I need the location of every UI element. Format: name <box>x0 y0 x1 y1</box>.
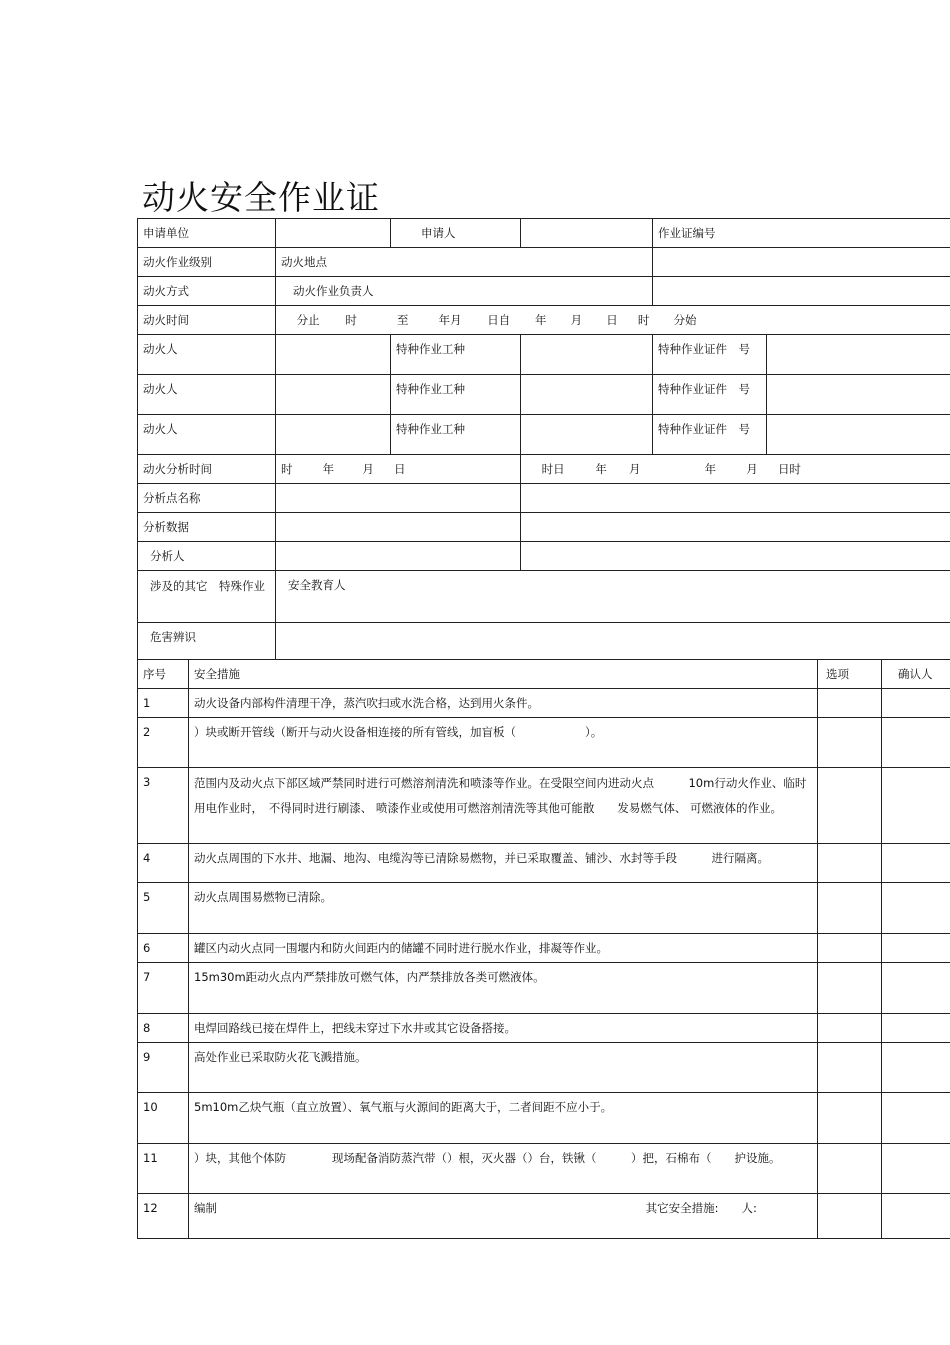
option-cell[interactable] <box>818 689 882 718</box>
row-measure: 电焊回路线已接在焊件上，把线未穿过下水井或其它设备搭接。 <box>189 1014 818 1043</box>
table-row <box>138 963 950 1014</box>
confirmer-cell[interactable] <box>882 963 950 1014</box>
option-cell[interactable] <box>818 883 882 934</box>
table-row <box>138 1014 950 1043</box>
row-no: 7 <box>138 963 189 1014</box>
cert-no-label: 特种作业证件 号 <box>653 415 767 455</box>
confirmer-cell[interactable] <box>882 934 950 963</box>
table-row <box>138 1194 950 1239</box>
option-cell[interactable] <box>818 1014 882 1043</box>
worker-label: 动火人 <box>138 375 276 415</box>
row-measure: 动火设备内部构件清理干净，蒸汽吹扫或水洗合格，达到用火条件。 <box>189 689 818 718</box>
safety-educator-label: 安全教育人 <box>276 571 950 623</box>
confirmer-cell[interactable] <box>882 1144 950 1194</box>
row-measure: ）块，其他个体防 现场配备消防蒸汽带（）根，灭火器（）台，铁锹（ ）把，石棉布（ 护设施。 <box>189 1144 818 1194</box>
row-no: 12 <box>138 1194 189 1239</box>
leader-field[interactable] <box>653 277 950 306</box>
row-measure: 5m10m乙炔气瓶（直立放置）、氧气瓶与火源间的距离大于，二者间距不应小于。 <box>189 1093 818 1144</box>
row-measure: 15m30m距动火点内严禁排放可燃气体，内严禁排放各类可燃液体。 <box>189 963 818 1014</box>
analysis-time-left[interactable]: 时 年 月 日 <box>276 455 521 484</box>
row-no: 5 <box>138 883 189 934</box>
applicant-unit-field[interactable] <box>276 219 391 248</box>
option-cell[interactable] <box>818 768 882 844</box>
col-option-header: 选项 <box>818 660 882 689</box>
cert-no-field[interactable] <box>767 335 950 375</box>
confirmer-cell[interactable] <box>882 1194 950 1239</box>
analysis-data-label: 分析数据 <box>138 513 276 542</box>
analysis-data-field[interactable] <box>276 513 521 542</box>
other-special-label: 涉及的其它 特殊作业 <box>138 571 276 623</box>
other-measures-label: 其它安全措施: 人: <box>645 1201 757 1215</box>
analyst-field[interactable] <box>521 542 950 571</box>
confirmer-cell[interactable] <box>882 844 950 883</box>
worker-label: 动火人 <box>138 335 276 375</box>
option-cell[interactable] <box>818 1144 882 1194</box>
row-measure: 范围内及动火点下部区域严禁同时进行可燃溶剂清洗和喷漆等作业。在受限空间内进动火点 10m行动火作业、临时用电作业时， 不得同时进行刷漆、 喷漆作业或使用可燃溶剂清洗等其他可能散 发易燃气体、 可燃液体的作业。 <box>189 768 818 844</box>
confirmer-cell[interactable] <box>882 883 950 934</box>
hazard-id-label: 危害辨识 <box>138 623 276 660</box>
location-field[interactable] <box>653 248 950 277</box>
cert-no-label: 特种作业证件 号 <box>653 375 767 415</box>
analysis-time-right[interactable]: 时日 年 月 年 月 日时 <box>521 455 950 484</box>
table-row <box>138 1144 950 1194</box>
row-no: 2 <box>138 718 189 768</box>
table-row <box>138 718 950 768</box>
analysis-time-label: 动火分析时间 <box>138 455 276 484</box>
row-no: 8 <box>138 1014 189 1043</box>
analyst-field[interactable] <box>276 542 521 571</box>
page-title: 动火安全作业证 <box>142 178 380 217</box>
row-no: 11 <box>138 1144 189 1194</box>
special-type-label: 特种作业工种 <box>391 415 521 455</box>
confirmer-cell[interactable] <box>882 768 950 844</box>
option-cell[interactable] <box>818 844 882 883</box>
applicant-field[interactable] <box>521 219 653 248</box>
option-cell[interactable] <box>818 1194 882 1239</box>
time-label: 动火时间 <box>138 306 276 335</box>
table-row <box>138 844 950 883</box>
analysis-data-field[interactable] <box>521 513 950 542</box>
hazard-id-field[interactable] <box>276 623 950 660</box>
row-no: 3 <box>138 768 189 844</box>
analysis-point-field[interactable] <box>276 484 521 513</box>
confirmer-cell[interactable] <box>882 1093 950 1144</box>
special-type-field[interactable] <box>521 415 653 455</box>
confirmer-cell[interactable] <box>882 689 950 718</box>
table-row <box>138 1043 950 1093</box>
col-measure-header: 安全措施 <box>189 660 818 689</box>
measures-table <box>137 659 950 1239</box>
col-confirmer-header: 确认人 <box>882 660 950 689</box>
cert-no-field[interactable] <box>767 375 950 415</box>
info-table <box>137 218 950 455</box>
row-measure: 动火点周围的下水井、地漏、地沟、电缆沟等已清除易燃物，并已采取覆盖、铺沙、水封等手段 进行隔离。 <box>189 844 818 883</box>
worker-field[interactable] <box>276 335 391 375</box>
special-type-field[interactable] <box>521 335 653 375</box>
table-row <box>138 689 950 718</box>
row-measure: 高处作业已采取防火花飞溅措施。 <box>189 1043 818 1093</box>
option-cell[interactable] <box>818 963 882 1014</box>
table-row <box>138 768 950 844</box>
table-row <box>138 883 950 934</box>
confirmer-cell[interactable] <box>882 718 950 768</box>
cert-no-field[interactable] <box>767 415 950 455</box>
row-no: 9 <box>138 1043 189 1093</box>
level-label: 动火作业级别 <box>138 248 276 277</box>
row-measure: ）块或断开管线（断开与动火设备相连接的所有管线，加盲板（ ）。 <box>189 718 818 768</box>
option-cell[interactable] <box>818 1043 882 1093</box>
analysis-point-label: 分析点名称 <box>138 484 276 513</box>
permit-no-label: 作业证编号 <box>653 219 950 248</box>
table-row <box>138 1093 950 1144</box>
analyst-label: 分析人 <box>138 542 276 571</box>
special-type-label: 特种作业工种 <box>391 375 521 415</box>
leader-label: 动火作业负责人 <box>276 277 653 306</box>
cert-no-label: 特种作业证件 号 <box>653 335 767 375</box>
row-measure: 罐区内动火点同一围堰内和防火间距内的储罐不同时进行脱水作业，排凝等作业。 <box>189 934 818 963</box>
special-type-field[interactable] <box>521 375 653 415</box>
confirmer-cell[interactable] <box>882 1043 950 1093</box>
special-type-label: 特种作业工种 <box>391 335 521 375</box>
option-cell[interactable] <box>818 718 882 768</box>
worker-label: 动火人 <box>138 415 276 455</box>
method-label: 动火方式 <box>138 277 276 306</box>
row-no: 1 <box>138 689 189 718</box>
analysis-table <box>137 454 950 660</box>
row-measure: 编制 其它安全措施: 人: <box>189 1194 818 1239</box>
row-measure: 动火点周围易燃物已清除。 <box>189 883 818 934</box>
applicant-label: 申请人 <box>391 219 521 248</box>
option-cell[interactable] <box>818 1093 882 1144</box>
time-field[interactable]: 分止 时 至 年月 日自 年 月 日 时 分始 <box>276 306 950 335</box>
table-row <box>138 934 950 963</box>
applicant-unit-label: 申请单位 <box>138 219 276 248</box>
option-cell[interactable] <box>818 934 882 963</box>
row-no: 4 <box>138 844 189 883</box>
analysis-point-field[interactable] <box>521 484 950 513</box>
permit-form <box>137 218 950 1239</box>
worker-field[interactable] <box>276 375 391 415</box>
confirmer-cell[interactable] <box>882 1014 950 1043</box>
col-no-header: 序号 <box>138 660 189 689</box>
location-label: 动火地点 <box>276 248 653 277</box>
row-no: 10 <box>138 1093 189 1144</box>
worker-field[interactable] <box>276 415 391 455</box>
row-no: 6 <box>138 934 189 963</box>
